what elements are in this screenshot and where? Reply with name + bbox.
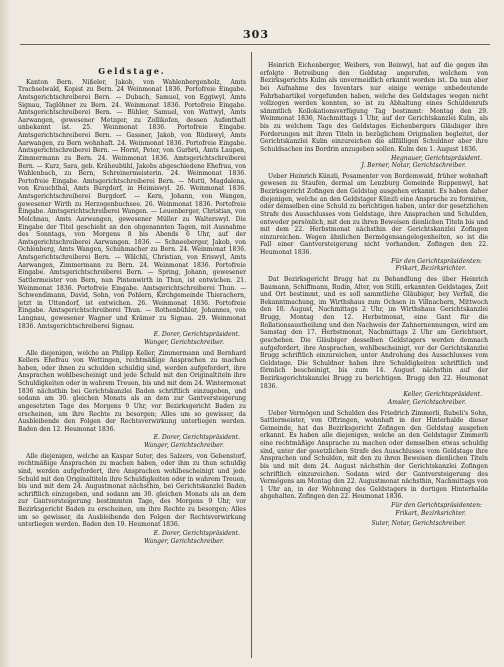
- notice-text: Ueber Heinrich Künzli, Posamenter von Bordemwald, früher wohnhaft gewesen zu Staufen, dermal am Lenzburg Gemeinde Ruppenwyl, hat Bezirksgericht Zofingen den Geldstag ausgehen erkannt. Es haben daher diejenigen, welche an den Geldstager Künzli eine Ansprache zu formiren, oder demselben eine Schuld zu berichtigen haben, unter der gesetzlichen Strafe des Ausschlusses vom Geldstage, ihre Ansprachen und Schulden, entweder persönlich, mit den zu ihren Beweisen dienlichen Titeln bis und mit dem 22. Herbstmonat nächsthin der Gerichtskanzlei Zofingen einzureichen. Wegen ähnlichen Bermögensangelegenheiten, so ist die Fall einer Gantversteigerung nicht vorhanden. Zofingen den 22. Heumonat 1836.: [260, 172, 488, 256]
- column-divider: [251, 52, 252, 658]
- notice-text: Kanton Bern. Nißeler, Jakob, von Wahlenbergenholz, Amts Trachselwald, Kopist zu Bern. 24 Weinmonat 1836. Portofreie Eingabe. Amtsgerichtschreiberei Bern. — Dubach, Samuel, von Eggiwyl, Amts Signau, Taglöhner zu Bern. 24. Weinmonat 1836. Portofreie Eingabe. Amtsgerichtschreiberei Bern. — Bühler, Samuel, von Wattwyl, Amts Aarwangen, gewesener Metzger, zu Zollikofen, dessen Aufenthalt unbekannt ist. 25. Weinmonat 1836. Portofreie Eingabe. Amtsgerichtschreiberei Bern. — Gassner, Jakob, von Rüdiswyl, Amts Aarwangen, zu Bern wohnhaft. 24. Weinmonat 1836. Portofreie Eingabe. Amtsgerichtschreiberei Bern. — Hornt, Peter, von Gurbrü, Amts Laupen, Zimmermann zu Bern. 24. Weinmonat 1836. Amtsgerichtschreiberei Bern. — Kurz, Sara, geb. Kräheubühl, Jakobs abgeschiedene Ehefrau, von Wahlenbach, zu Bern, Schreinermeisterin. 24. Weinmonat 1836. Portofreie Eingabe. Amtsgerichtschreiberei Bern. — Mutti, Magdalena, von Krauchthal, Amts Burgdorf, in Heimiswyl. 26. Weinmonat 1836. Amtsgerichtschreiberei Burgdorf. — Kern, Johann, von Wangen, gewesener Wirth zu Herzogenbuchsee. 26. Weinmonat 1836. Portofreie Eingabe. Amtsgerichtschreiberei Wangen. — Leuenberger, Christian, von Melchnau, Amts Aarwangen, gewesener Müller zu Walterswyl. Die Eingabe der Titel geschieht an den obgenannten Tagen, mit Ausnahme des Sonntags, von Morgens 8 bis Abends 6 Uhr, auf der Amtsgerichtschreiberei Aarwangen. 1836. — Schneeberger, Jakob, von Ochlenberg, Amts Wangen, Schuhmacher zu Bern. 24. Weinmonat 1836. Amtsgerichtschreiberei Bern. — Wälchli, Christian, von Eriswyl, Amts Aarwangen, Zimmermann zu Bern. 24. Weinmonat 1836. Portofreie Eingabe. Amtsgerichtschreiberei Bern. — Spring, Johann, gewesener Sattlermeister von Bern, nun Pintenwirth in Thun, ist entwichen. 21. Weinmonat 1836. Portofreie Eingabe. Amtsgerichtschreiberei Thun. — Schwendimann, David, Sohn, von Pohlern, Kirchgemeinde Thierachern, jetzt in Uttendorf, ist entwichen. 26. Weinmonat 1836. Portofreie Eingabe. Amtsgerichtschreiberei Thun. — Rothenbühler, Johannes, von Langnau, gewesener Wagner und Krämer zu Signau. 29. Weinmonat 1836. Amtsgerichtschreiberei Signau.: [18, 78, 246, 330]
- right-column: [260, 62, 488, 656]
- page-edge-shadow: [0, 0, 12, 667]
- notice-signature: E. Dorer, Gerichtspräsident.: [153, 331, 240, 339]
- notice-signature: Hegnauer, Gerichtspräsident.: [391, 154, 482, 162]
- notice-signature-clerk: Wanger, Gerichtschreiber.: [143, 537, 224, 545]
- notice-entry: [260, 410, 488, 528]
- notice-signature: E. Dorer, Gerichtspräsident.: [153, 434, 240, 442]
- notice-signature: Keller, Gerichtspräsident.: [403, 391, 482, 399]
- notice-text: Alle diejenigen, welche an Kaspar Suter, des Salzers, von Gebenstorf, rechtmäßige Ansprachen zu machen haben, oder ihm zu thun schuldig sind, werden aufgefordert, ihre Ansprachen wohlbescheinigt und jede Schuld mit den Originaltiteln ihre Schuldigkeiten oder in wahrem Treuen, bis und mit dem 24. Augustmonat nächsthin, bei Gerichtskanzlei Baden schriftlich einzugeben, und sodann am 30. gleichen Monats als an dem zur Gantversteigerung bestimmten Tage, des Morgens 9 Uhr, vor Bezirksgericht Baden zu erscheinen, um ihre Rechte zu besorgen; Alles um so gewisser, da Ausbleibende den Folgen der Rechtsverwirkung unterliegen werden. Baden den 19. Heumonat 1836.: [18, 452, 246, 529]
- notice-signature: Für den Gerichtspräsidenten:: [391, 257, 482, 265]
- notice-entry: [18, 350, 246, 450]
- notice-signature-clerk: Wanger, Gerichtschreiber.: [143, 338, 224, 346]
- notice-entry: [260, 276, 488, 407]
- left-column: [18, 62, 246, 656]
- notice-text: Alle diejenigen, welche an Philipp Keller, Zimmermann und Bernhard Kellers Ehefrau von Wettingen, rechtmäßige Ansprachen zu machen haben, oder ihnen zu schulden schuldig sind, werden aufgefordert, ihre Ansprachen wohlbescheinigt und jede Schuld mit den Originaltiteln ihre Schuldigkeiten oder in wahrem Treuen, bis und mit dem 24. Wintermonat 1836 nächsthin bei Gerichtskanzlei Baden schriftlich einzugeben, und sodann am 30. gleichen Monats als an dem zur Gantversteigerung angesetzten Tage des Morgens 9 Uhr, vor Bezirksgericht Baden zu erscheinen, um ihre Rechte zu besorgen; Alles um so gewisser, da Ausbleibende den Folgen der Rechtsverwirkung unterliegen werden. Baden den 12. Heumonat 1836.: [18, 349, 246, 433]
- notice-signature-clerk: Wanger, Gerichtschreiber.: [143, 442, 224, 449]
- section-title: Geldstage.: [98, 66, 166, 76]
- header-rule: [20, 44, 490, 45]
- notice-entry: [260, 173, 488, 273]
- notice-text: Heinrich Eichenberger, Weibers, von Beinwyl, hat auf die gegen ihn erfolgte Betreibung den Geldstag angerufen, welchem von Bezirksgerichts Kulm als unvermeidlich erkannt worden ist. Da nun aber bei Aufnahme des Inventars nur einige wenige unbedeutende Fahrhabartikel vorgefunden haben, welche des Geldstages wegen nicht vollzogen werden konnten, so ist zu Abhaltung eines Schuldenrufs sämmtlich Kollokationsverfügung Tag bestimmt: Montag den 29. Weinmonat 1836, Nachmittags 1 Uhr, auf der Gerichtskanzlei Kulm, als bis zu welchem Tage des Geldstages Eichenbergers Gläubiger ihre Forderungen mit ihren Titeln in bezüglichem Originalien begleitet, der Gerichtskanzlei Kulm einzureichen die allfälligen Schuldner aber ihre Schuldsachen ins Bordrin anzugeben sollen. Kulm den 1. August 1836.: [260, 62, 488, 153]
- notice-signature-judge: Frikart, Bezirksrichter.: [395, 509, 466, 517]
- notice-entry: [260, 62, 488, 170]
- notice-signature: Für den Gerichtspräsidenten:: [391, 502, 482, 509]
- notice-signature-clerk: Frikart, Bezirksrichter.: [395, 265, 466, 273]
- notice-signature-clerk: Amsler, Gerichtschreiber.: [387, 398, 466, 406]
- page-number: 303: [243, 28, 269, 41]
- notice-signature-clerk: Suter, Notar, Gerichtschreiber.: [371, 520, 466, 528]
- notice-signature: E. Dorer, Gerichtspräsident.: [153, 529, 240, 537]
- notice-entry: [18, 453, 246, 546]
- notice-entry: [18, 79, 246, 347]
- notice-text: Dat Bezirksgericht Brugg hat zu Behandlung des über Heinrich Baumann, Schiffmann, Rudin, Alter, von Stilli, erkannten Geldstages, Zeit und Ort bestimmt, und es soll sammtliche Gläubiger, bey Verfall, die Bekanntmachung, im Wirthshaus zum Ochsen in Villnachern, Mittwoch den 10. August, Nachmittags 2 Uhr, im Wirthshaus Gerichtskanzlei Brugg, Montag den 12. Herbstmonat, eine Gant für die Rollationsaustheilung und den Nachweis der Zahnernennungen, wird am Samstag den 17. Herbstmonat, Nachmittags 2 Uhr am Gerichtsort, geschehen. Die Gläubiger desselben Geldstagers werden demnach aufgefordert, ihre Ansprachen, wohlbescheinigt, vor der Gerichtskanzlei Brugg schriftlich einzureichen, unter Androhung des Ausschlusses vom Geldstage. Die Schuldner haben ihre Schuldigkeiten schriftlich und förmlich bescheinigt, bis zum 14. August nächsthin auf der Bezirksgerichtskanzlei Brugg zu berichtigen. Brugg den 22. Heumonat 1836.: [260, 275, 488, 390]
- notice-text: Ueber Vermögen und Schulden des Friedrich Zimmerli, Rubeli's Sohn, Sattlermeister, von Oftringen, wohnhaft in der Hinterhalde dieser Gemeinde, hat das Bezirksgericht Zofingen den Geldstag ausgehen erkannt. Es haben alle diejenigen, welche an den Geldstager Zimmerli eine rechtmäßige Ansprache zu machen oder demselben etwas schuldig sind, unter der gesetzlichen Strafe des Ausschlusses vom Geldstage ihre Ansprachen und Schulden, mit den zu ihren Beweisen dienlichen Titeln bis und mit dem 24. August nächsthin der Gerichtskanzlei Zofingen schriftlich einzureichen. Sodann wird der Gantversteigerung des Vermögens am Montag den 22. Augustmonat nächsthin, Nachmittags von 1 Uhr an, in der Wohnung des Geldstagers in dortigen Hinterhalde abgehalten. Zofingen den 22. Heumonat 1836.: [260, 409, 488, 501]
- notice-signature-clerk: J. Berner, Notar, Gerichtschreiber.: [361, 162, 466, 170]
